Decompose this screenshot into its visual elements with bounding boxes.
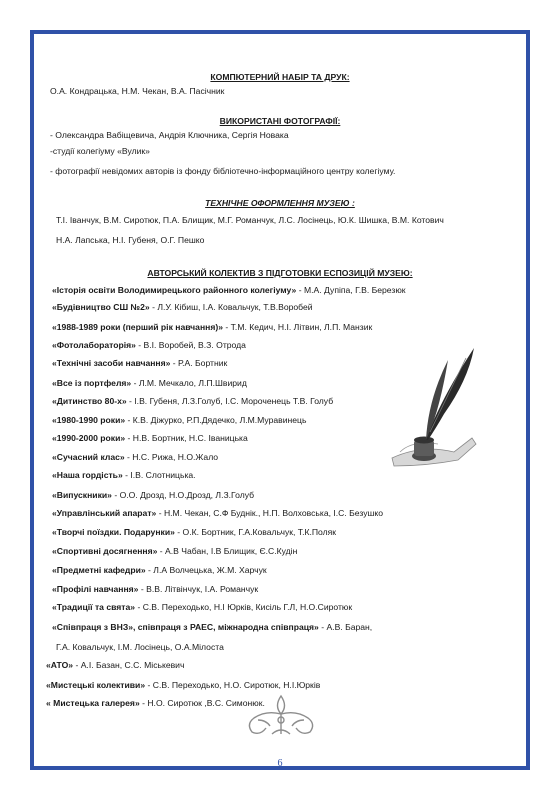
author-entry [52, 622, 372, 633]
exhibit-title: «Випускники» [52, 490, 112, 500]
exhibit-authors: - Л.У. Кібиш, І.А. Ковальчук, Т.В.Воробей [149, 302, 313, 312]
exhibit-authors: - Р.А. Бортник [170, 358, 228, 368]
exhibit-authors: - А.І. Базан, С.С. Міськевич [73, 660, 185, 670]
author-entry [46, 698, 265, 709]
exhibit-authors: - В.В. Літвінчук, І.А. Романчук [138, 584, 259, 594]
author-entry [52, 508, 383, 519]
author-entry [52, 302, 313, 313]
exhibit-title: « Мистецька галерея» [46, 698, 140, 708]
exhibit-authors: - К.В. Діжурко, Р.П.Дядечко, Л.М.Муравинець [125, 415, 307, 425]
exhibit-title: «Будівництво СШ №2» [52, 302, 150, 312]
exhibit-title: «АТО» [46, 660, 74, 670]
author-entry [56, 642, 224, 653]
exhibit-authors: - С.В. Переходько, Н.О. Сиротюк, Н.І.Юрків [145, 680, 321, 690]
author-entry [52, 452, 218, 463]
exhibit-authors: - О.О. Дрозд, Н.О.Дрозд, Л.З.Голуб [111, 490, 255, 500]
exhibit-title: «Профілі навчання» [52, 584, 139, 594]
typing-heading: КОМПЮТЕРНИЙ НАБІР ТА ДРУК: [210, 72, 350, 82]
design-heading: ТЕХНІЧНЕ ОФОРМЛЕННЯ МУЗЕЮ : [205, 198, 355, 208]
photos-heading: ВИКОРИСТАНІ ФОТОГРАФІЇ: [219, 116, 341, 126]
exhibit-authors: - М.А. Дупіпа, Г.В. Березюк [296, 285, 406, 295]
exhibit-title: «Традиції та свята» [52, 602, 136, 612]
exhibit-authors: - Н.М. Чекан, С.Ф Буднік., Н.П. Волховська, І.С. Безушко [156, 508, 384, 518]
exhibit-authors: - Н.О. Сиротюк ,В.С. Симонюк. [139, 698, 265, 708]
exhibit-title: «1990-2000 роки» [52, 433, 126, 443]
design-line: Т.І. Іванчук, В.М. Сиротюк, П.А. Блищик, М.Г. Романчук, Л.С. Лосінець, Ю.К. Шишка, В.М. Котович [56, 215, 444, 225]
exhibit-authors: - Т.М. Кедич, Н.І. Літвин, Л.П. Манзик [223, 322, 373, 332]
author-entry [52, 565, 267, 576]
exhibit-authors: - С.В. Переходько, Н.І Юрків, Кисіль Г.Л, Н.О.Сиротюк [135, 602, 353, 612]
author-entry [52, 546, 297, 557]
design-line: Н.А. Лапська, Н.І. Губеня, О.Г. Пешко [56, 235, 205, 245]
exhibit-authors: - І.В. Губеня, Л.З.Голуб, І.С. Мороченець Т.В. Голуб [126, 396, 334, 406]
floral-ornament-icon [236, 690, 326, 740]
exhibit-title: «Історія освіти Володимирецького районного колегіуму» [52, 285, 297, 295]
exhibit-authors: - І.В. Слотницька. [122, 470, 196, 480]
exhibit-authors: - Л.М. Мечкало, Л.П.Швирид [131, 378, 247, 388]
exhibit-authors: - Л.А Волчецька, Ж.М. Харчук [145, 565, 267, 575]
exhibit-authors: - О.К. Бортник, Г.А.Ковальчук, Т.К.Поляк [174, 527, 337, 537]
author-entry [52, 358, 227, 369]
author-entry [52, 433, 248, 444]
author-entry [52, 584, 258, 595]
exhibit-title: «Технічні засоби навчання» [52, 358, 171, 368]
exhibit-authors: - А.В. Баран, [318, 622, 373, 632]
authors-heading: АВТОРСЬКИЙ КОЛЕКТИВ З ПІДГОТОВКИ ЕСПОЗИЦІЙ МУЗЕЮ: [147, 268, 413, 278]
exhibit-title: «Наша гордість» [52, 470, 123, 480]
exhibit-authors: Г.А. Ковальчук, І.М. Лосінець, О.А.Мілоста [56, 642, 224, 652]
exhibit-title: «1980-1990 роки» [52, 415, 126, 425]
exhibit-title: «Співпраця з ВНЗ», співпраця з РАЕС, міжнародна співпраця» [52, 622, 319, 632]
exhibit-authors: - Н.С. Рижа, Н.О.Жало [124, 452, 219, 462]
exhibit-title: «Мистецькі колективи» [46, 680, 146, 690]
author-entry [52, 470, 196, 481]
photos-line: -студії колегіуму «Вулик» [50, 146, 150, 156]
author-entry [46, 660, 184, 671]
photos-line: - фотографії невідомих авторів із фонду бібліотечно-інформаційного центру колегіуму. [50, 166, 396, 176]
page-number: 6 [277, 758, 283, 769]
photos-line: - Олександра Вабіщевича, Андрія Ключника, Сергія Новака [50, 130, 289, 140]
exhibit-title: «Спортивні досягнення» [52, 546, 158, 556]
author-entry [52, 285, 406, 296]
exhibit-title: «Фотолабораторія» [52, 340, 136, 350]
quill-inkwell-icon [382, 340, 482, 470]
author-entry [52, 490, 254, 501]
exhibit-title: «Предметні кафедри» [52, 565, 146, 575]
exhibit-title: «Дитинство 80-х» [52, 396, 127, 406]
exhibit-title: «Сучасний клас» [52, 452, 125, 462]
exhibit-title: «Управлінський апарат» [52, 508, 157, 518]
author-entry [52, 415, 306, 426]
typing-line: О.А. Кондрацька, Н.М. Чекан, В.А. Пасічник [50, 86, 225, 96]
author-entry [52, 322, 372, 333]
author-entry [52, 340, 246, 351]
exhibit-title: «Творчі поїздки. Подарунки» [52, 527, 175, 537]
exhibit-title: «1988-1989 роки (перший рік навчання)» [52, 322, 223, 332]
author-entry [52, 602, 352, 613]
author-entry [52, 378, 247, 389]
exhibit-authors: - Н.В. Бортник, Н.С. Іваницька [125, 433, 248, 443]
author-entry [52, 396, 333, 407]
exhibit-authors: - В.І. Воробей, В.З. Отрода [135, 340, 246, 350]
exhibit-authors: - А.В Чабан, І.В Блищик, Є.С.Кудін [157, 546, 298, 556]
author-entry [52, 527, 336, 538]
exhibit-title: «Все із портфеля» [52, 378, 132, 388]
